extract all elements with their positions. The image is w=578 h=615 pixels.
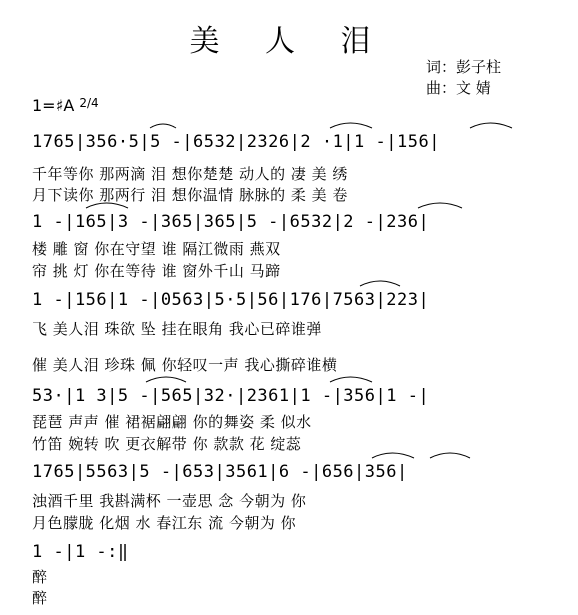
key-label: 1=♯A	[32, 96, 75, 115]
notation-line-7: 1 -|1 -:‖	[32, 542, 129, 562]
lyric-line-3: 飞 美人泪 珠欲 坠 挂在眼角 我心已碎谁弹	[32, 320, 322, 338]
lyric-line-5b: 竹笛 婉转 吹 更衣解带 你 款款 花 绽蕊	[32, 435, 302, 453]
lyric-line-2b: 帘 挑 灯 你在等待 谁 窗外千山 马蹄	[32, 262, 281, 280]
lyric-line-1a: 千年等你 那两滴 泪 想你楚楚 动人的 凄 美 绣	[32, 165, 348, 183]
lyric-line-5a: 琵琶 声声 催 裙裾翩翩 你的舞姿 柔 似水	[32, 413, 312, 431]
lyric-line-4: 催 美人泪 珍珠 佩 你轻叹一声 我心撕碎谁横	[32, 356, 338, 374]
key-signature	[32, 96, 99, 115]
lyric-line-1b: 月下读你 那两行 泪 想你温情 脉脉的 柔 美 卷	[32, 186, 348, 204]
lyric-line-6b: 月色朦胧 化烟 水 春江东 流 今朝为 你	[32, 514, 297, 532]
lyric-line-7a: 醉	[32, 568, 48, 586]
notation-line-1: 1765|356·5|5 -|6532|2326|2 ·1|1 -|156|	[32, 132, 440, 152]
time-signature: 2/4	[79, 96, 99, 110]
lyricist-credit: 词：彭子柱	[426, 58, 502, 76]
composer-credit: 曲：文 婧	[426, 79, 491, 97]
lyric-line-2a: 楼 雕 窗 你在守望 谁 隔江微雨 燕双	[32, 240, 281, 258]
notation-line-3: 1 -|156|1 -|0563|5·5|56|176|7563|223|	[32, 290, 430, 310]
notation-line-5: 53·|1 3|5 -|565|32·|2361|1 -|356|1 -|	[32, 386, 430, 406]
lyric-line-7b: 醉	[32, 589, 48, 607]
notation-line-2: 1 -|165|3 -|365|365|5 -|6532|2 -|236|	[32, 212, 430, 232]
song-title: 美 人 泪	[189, 24, 389, 59]
notation-line-6: 1765|5563|5 -|653|3561|6 -|656|356|	[32, 462, 408, 482]
lyric-line-6a: 浊酒千里 我斟满杯 一壶思 念 今朝为 你	[32, 492, 307, 510]
